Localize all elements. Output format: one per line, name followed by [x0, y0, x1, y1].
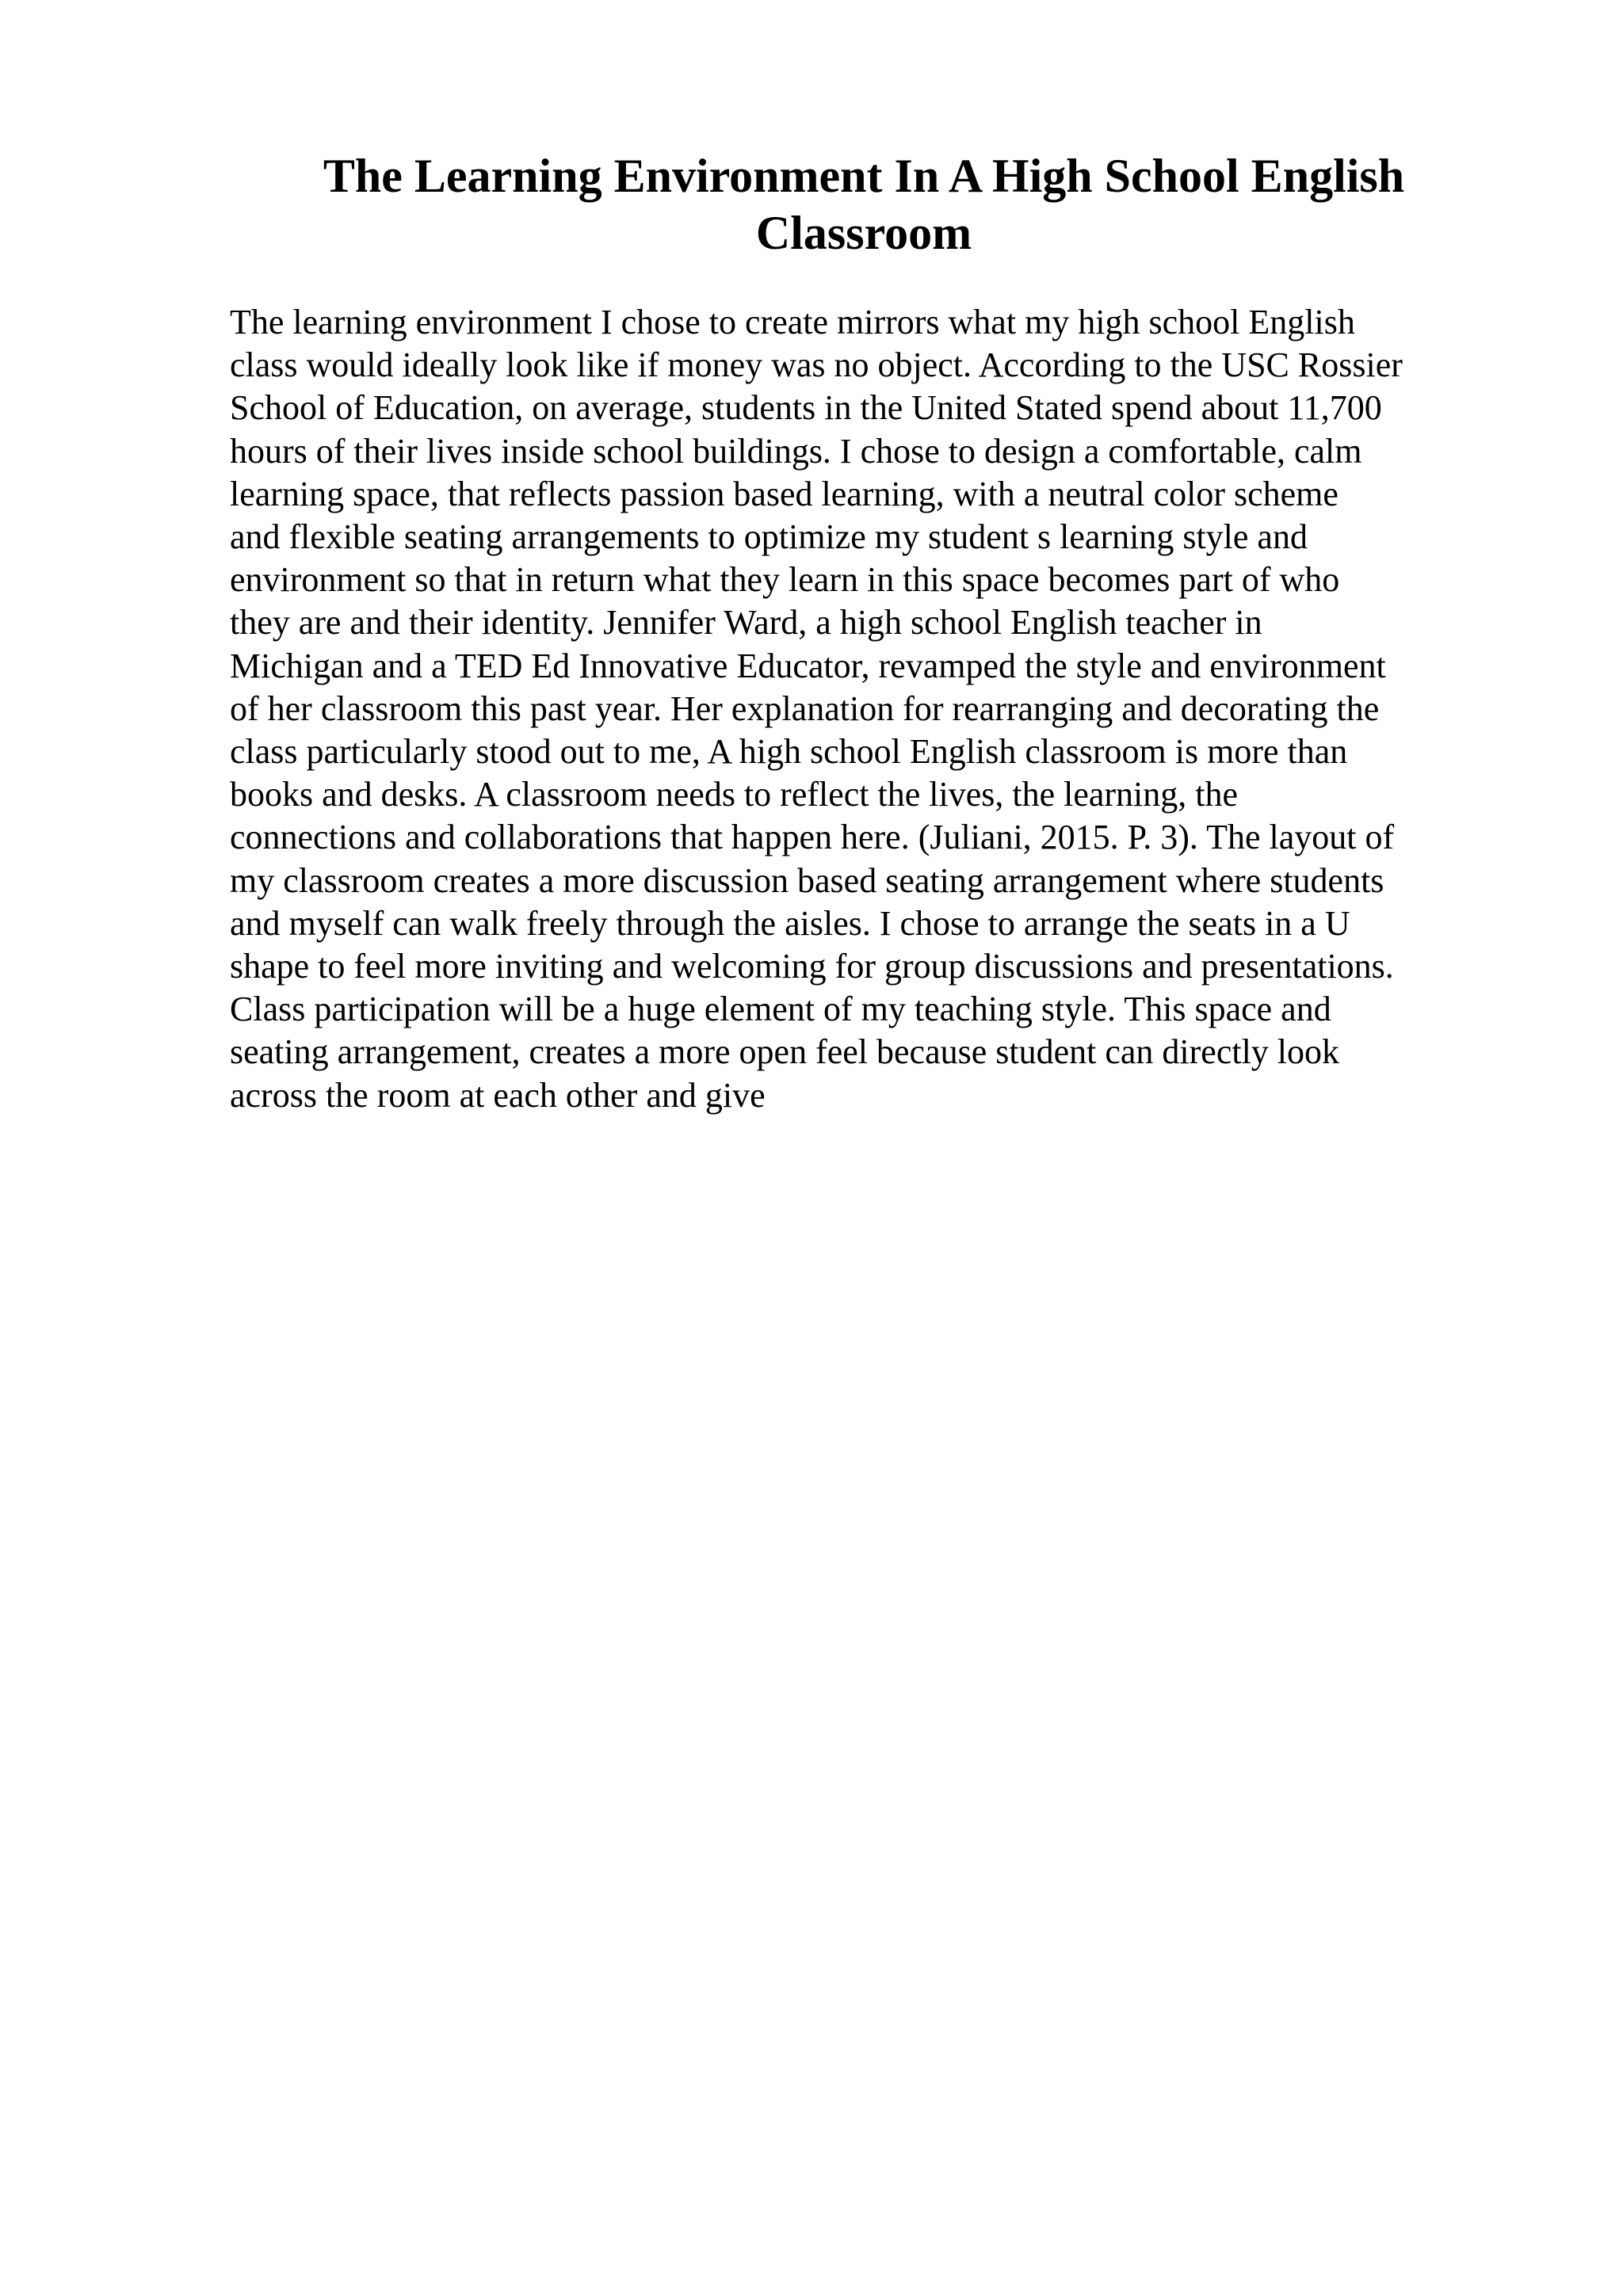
body-line: learning space, that reflects passion based learning, with a neutral color scheme	[230, 474, 1338, 513]
body-line: hours of their lives inside school buildings. I chose to design a comfortable, calm	[230, 431, 1362, 471]
body-line: seating arrangement, creates a more open feel because student can directly look	[230, 1032, 1340, 1072]
body-line: shape to feel more inviting and welcoming for group discussions and presentations.	[230, 947, 1394, 986]
body-line: class particularly stood out to me, A high school English classroom is more than	[230, 732, 1348, 772]
body-line: class would ideally look like if money was no object. According to the USC Rossier	[230, 345, 1403, 385]
body-line: Class participation will be a huge element of my teaching style. This space and	[230, 990, 1331, 1029]
body-line: they are and their identity. Jennifer Ward, a high school English teacher in	[230, 603, 1262, 643]
body-line: of her classroom this past year. Her explanation for rearranging and decorating the	[230, 688, 1380, 728]
body-line: connections and collaborations that happen here. (Juliani, 2015. P. 3). The layout of	[230, 818, 1395, 857]
body-line: books and desks. A classroom needs to reflect the lives, the learning, the	[230, 775, 1239, 814]
document-title	[269, 147, 1458, 261]
body-line: and myself can walk freely through the aisles. I chose to arrange the seats in a U	[230, 903, 1350, 943]
body-line: Michigan and a TED Ed Innovative Educator, revamped the style and environment	[230, 646, 1386, 685]
body-line: The learning environment I chose to create mirrors what my high school English	[230, 303, 1355, 341]
body-line: environment so that in return what they learn in this space becomes part of who	[230, 560, 1340, 600]
title-line: The Learning Environment In A High School English	[323, 150, 1405, 202]
body-line: and flexible seating arrangements to optimize my student s learning style and	[230, 517, 1308, 557]
title-line: Classroom	[755, 207, 972, 259]
body-line: School of Education, on average, students in the United Stated spend about 11,700	[230, 388, 1382, 428]
body-line: my classroom creates a more discussion based seating arrangement where students	[230, 860, 1384, 900]
body-paragraph	[230, 301, 1498, 1117]
body-line: across the room at each other and give	[230, 1075, 766, 1115]
